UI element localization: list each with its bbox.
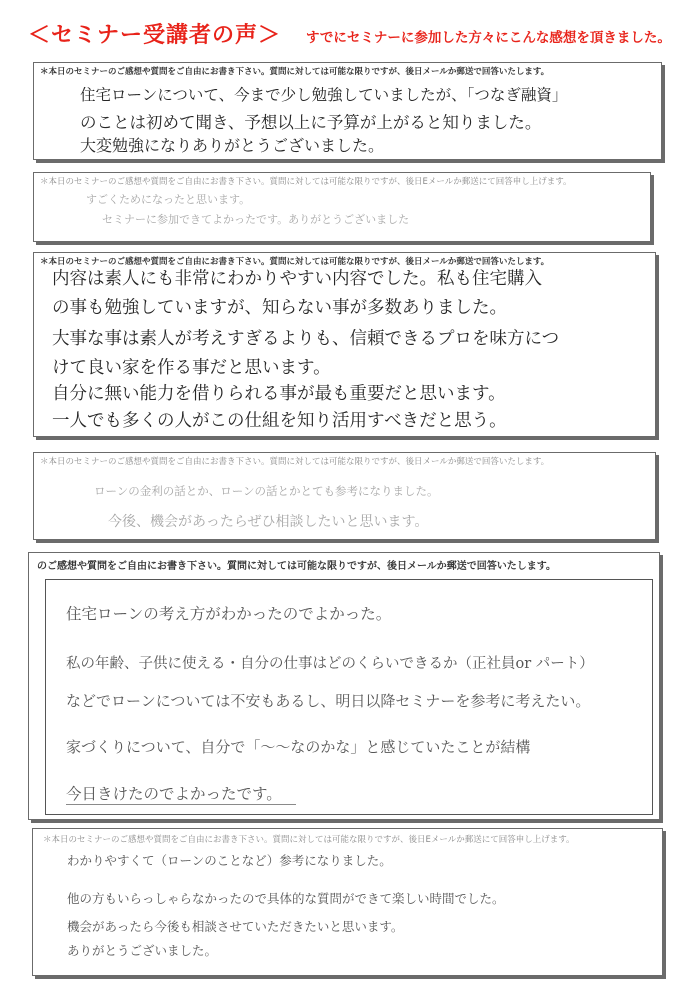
handwritten-line: などでローンについては不安もあるし、明日以降セミナーを参考に考えたい。 — [66, 692, 591, 710]
handwritten-line: 今後、機会があったらぜひ相談したいと思います。 — [108, 514, 429, 530]
feedback-prompt: ＊本日のセミナーのご感想や質問をご自由にお書き下さい。質問に対しては可能な限りですが、後日Eメールか郵送にて回答申し上げます。 — [40, 177, 572, 187]
handwritten-line: すごくためになったと思います。 — [86, 193, 251, 206]
handwritten-line: 私の年齢、子供に使える・自分の仕事はどのくらいできるか（正社員or パート） — [66, 656, 594, 672]
handwritten-line: 今日きけたのでよかったです。 — [66, 785, 282, 803]
feedback-card-3 — [33, 252, 656, 437]
feedback-card-4 — [33, 452, 656, 540]
page-subtitle: すでにセミナーに参加した方々にこんな感想を頂きました。 — [306, 30, 671, 46]
page-title: ＜セミナー受講者の声＞ — [28, 23, 282, 48]
feedback-prompt: ＊本日のセミナーのご感想や質問をご自由にお書き下さい。質問に対しては可能な限りですが、後日メールか郵送で回答いたします。 — [40, 457, 550, 467]
handwritten-line: ローンの金利の話とか、ローンの話とかとても参考になりました。 — [94, 484, 439, 498]
feedback-card-5 — [28, 552, 660, 820]
handwritten-line: 自分に無い能力を借りられる事が最も重要だと思います。 — [52, 384, 506, 404]
handwritten-line: わかりやすくて（ローンのことなど）参考になりました。 — [67, 853, 392, 868]
handwritten-line: 機会があったら今後も相談させていただきたいと思います。 — [67, 919, 404, 934]
page-header — [14, 10, 694, 54]
handwritten-line: セミナーに参加できてよかったです。ありがとうございました — [102, 213, 410, 226]
handwritten-underline — [66, 804, 296, 805]
handwritten-line: けて良い家を作る事だと思います。 — [52, 358, 331, 378]
feedback-card-2 — [33, 172, 651, 242]
answer-box — [45, 579, 653, 815]
feedback-prompt: ＊本日のセミナーのご感想や質問をご自由にお書き下さい。質問に対しては可能な限りですが、後日Eメールか郵送にて回答申し上げます。 — [43, 835, 575, 845]
handwritten-line: 一人でも多くの人がこの仕組を知り活用すべきだと思う。 — [52, 411, 507, 431]
feedback-card-1 — [33, 62, 662, 160]
handwritten-line: 他の方もいらっしゃらなかったので具体的な質問ができて楽しい時間でした。 — [67, 891, 505, 906]
feedback-prompt: ＊本日のセミナーのご感想や質問をご自由にお書き下さい。質問に対しては可能な限りですが、後日メールか郵送で回答いたします。 — [40, 257, 550, 267]
feedback-card-6 — [32, 828, 663, 976]
handwritten-line: 大変勉強になりありがとうございました。 — [80, 136, 385, 155]
handwritten-line: ありがとうございました。 — [67, 943, 218, 958]
feedback-prompt: ＊本日のセミナーのご感想や質問をご自由にお書き下さい。質問に対しては可能な限りですが、後日メールか郵送で回答いたします。 — [40, 67, 550, 77]
handwritten-line: のことは初めて聞き、予想以上に予算が上がると知りました。 — [80, 113, 542, 132]
handwritten-line: 内容は素人にも非常にわかりやすい内容でした。私も住宅購入 — [52, 269, 542, 289]
handwritten-line: 住宅ローンの考え方がわかったのでよかった。 — [66, 605, 392, 623]
handwritten-line: 大事な事は素人が考えすぎるよりも、信頼できるプロを味方につ — [52, 329, 560, 349]
handwritten-line: の事も勉強していますが、知らない事が多数ありました。 — [52, 298, 507, 318]
handwritten-line: 住宅ローンについて、今まで少し勉強していましたが、「つなぎ融資」 — [80, 86, 568, 104]
handwritten-line: 家づくりについて、自分で「〜〜なのかな」と感じていたことが結構 — [66, 738, 531, 756]
feedback-prompt: のご感想や質問をご自由にお書き下さい。質問に対しては可能な限りですが、後日メールか郵送で回答いたします。 — [37, 561, 556, 572]
